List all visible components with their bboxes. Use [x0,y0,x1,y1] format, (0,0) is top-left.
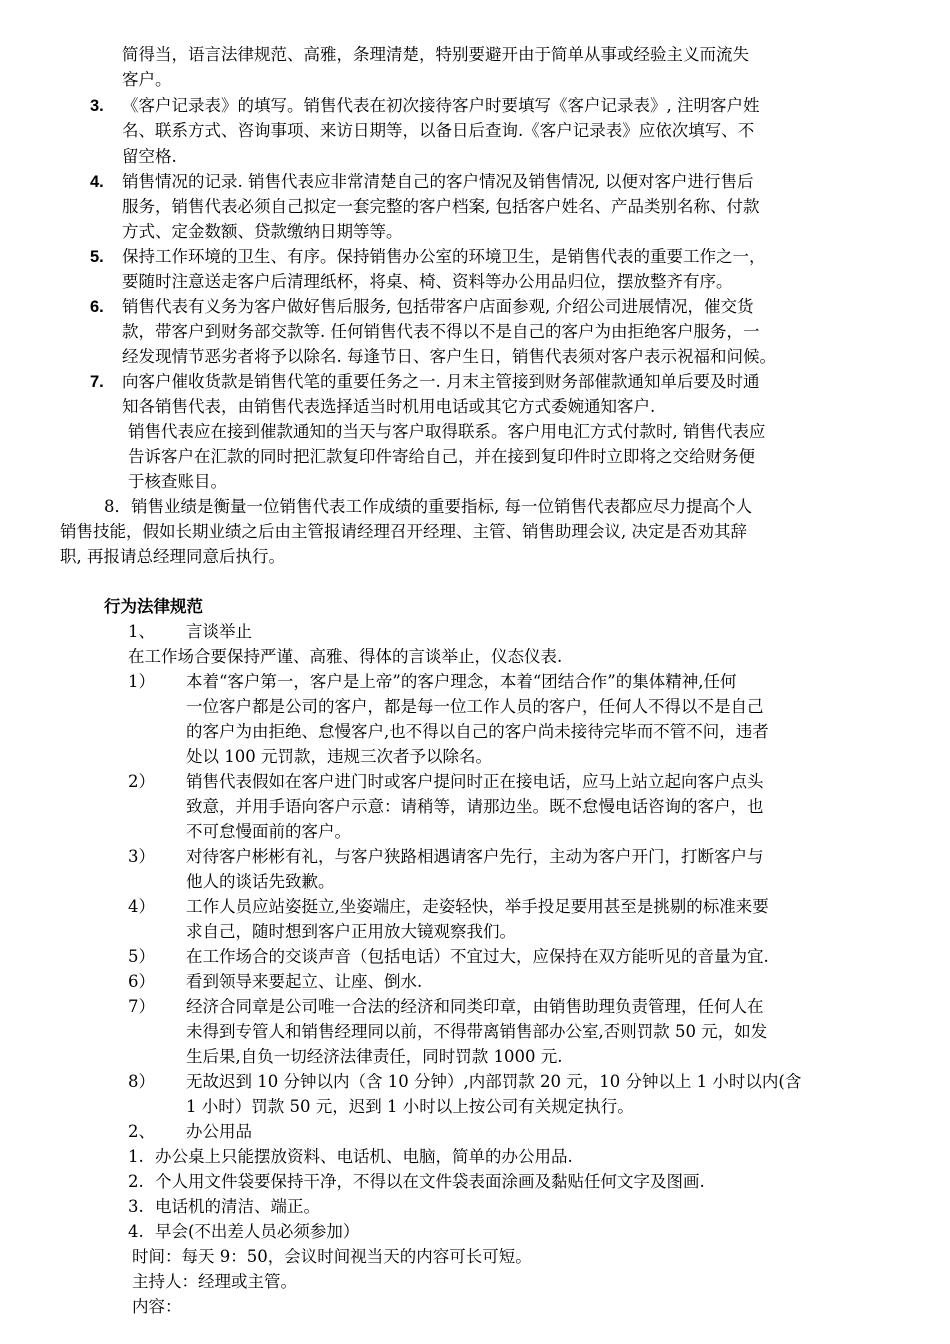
rule-line: 未得到专管人和销售经理同以前，不得带离销售部办公室,否则罚款 50 元，如发 [186,1022,768,1041]
rule-line: 无故迟到 10 分钟以内（含 10 分钟）,内部罚款 20 元，10 分钟以上 1 小时以内(含 [186,1072,802,1091]
list-number: 7. [90,373,104,391]
subsection-label: 言谈举止 [186,622,252,641]
office-item-number: 1. [128,1147,144,1166]
subsection-number: 2、 [128,1122,155,1141]
meeting-content: 内容： [132,1297,182,1316]
list-item-line: 款，带客户到财务部交款等. 任何销售代表不得以不是自己的客户为由拒绝客户服务，一 [122,322,760,341]
list-item-line: 方式、定金数额、贷款缴纳日期等等。 [122,222,403,241]
office-item-text: 办公桌上只能摆放资料、电话机、电脑，简单的办公用品. [155,1147,573,1166]
list-item-line: 留空格. [122,147,177,166]
rule-line: 他人的谈话先致歉。 [186,872,335,891]
meeting-host: 主持人：经理或主管。 [132,1272,297,1291]
rule-line: 工作人员应站姿挺立,坐姿端庄，走姿轻快，举手投足要用甚至是挑剔的标准来要 [186,897,769,916]
section-title: 行为法律规范 [104,597,203,616]
office-item-text: 电话机的清洁、端正。 [155,1197,320,1216]
rule-line: 销售代表假如在客户进门时或客户提问时正在接电话，应马上站立起向客户点头 [186,772,764,791]
paragraph-line: 销售代表应在接到催款通知的当天与客户取得联系。客户用电汇方式付款时, 销售代表应 [128,422,766,441]
office-item-number: 4. [128,1222,144,1241]
office-item-text: 早会(不出差人员必须参加） [155,1222,360,1241]
list-item-line: 知各销售代表，由销售代表选择适当时机用电话或其它方式委婉通知客户. [122,397,656,416]
paragraph-line: 8．销售业绩是衡量一位销售代表工作成绩的重要指标, 每一位销售代表都应尽力提高个人 [104,497,752,516]
list-item-line: 名、联系方式、咨询事项、来访日期等，以备日后查询.《客户记录表》应依次填写、不 [122,121,755,140]
rule-number: 1） [128,672,155,691]
rule-number: 2） [128,772,155,791]
rule-line: 经济合同章是公司唯一合法的经济和同类印章，由销售助理负责管理，任何人在 [186,997,764,1016]
rule-line: 一位客户都是公司的客户，都是每一位工作人员的客户，任何人不得以不是自己 [186,697,764,716]
paragraph-line: 销售技能，假如长期业绩之后由主管报请经理召开经理、主管、销售助理会议, 决定是否劝其辞 [60,522,747,541]
rule-line: 不可怠慢面前的客户。 [186,822,351,841]
rule-number: 8） [128,1072,155,1091]
office-item-text: 个人用文件袋要保持干净，不得以在文件袋表面涂画及黏贴任何文字及图画. [155,1172,705,1191]
rule-number: 3） [128,847,155,866]
list-item-line: 《客户记录表》的填写。销售代表在初次接待客户时要填写《客户记录表》, 注明客户姓 [122,96,760,115]
rule-number: 7） [128,997,155,1016]
paragraph-line: 客户。 [122,70,172,89]
list-item-line: 要随时注意送走客户后清理纸杯，将桌、椅、资料等办公用品归位，摆放整齐有序。 [122,272,733,291]
rule-number: 4） [128,897,155,916]
paragraph-line: 告诉客户在汇款的同时把汇款复印件寄给自己，并在接到复印件时立即将之交给财务便 [128,447,755,466]
list-number: 6. [90,298,104,316]
paragraph-line: 简得当，语言法律规范、高雅，条理清楚，特别要避开由于简单从事或经验主义而流失 [122,45,749,64]
list-item-line: 经发现情节恶劣者将予以除名. 每逢节日、客户生日，销售代表须对客户表示祝福和问候。 [122,347,776,366]
rule-number: 6） [128,972,155,991]
list-item-line: 服务，销售代表必须自己拟定一套完整的客户档案, 包括客户姓名、产品类别名称、付款 [122,197,760,216]
list-item-line: 向客户催收货款是销售代笔的重要任务之一. 月末主管接到财务部催款通知单后要及时通 [122,372,760,391]
subsection-label: 办公用品 [186,1122,252,1141]
rule-line: 本着“客户第一，客户是上帝”的客户理念，本着“团结合作”的集体精神,任何 [186,672,737,691]
meeting-time: 时间：每天 9：50，会议时间视当天的内容可长可短。 [132,1247,532,1266]
rule-line: 看到领导来要起立、让座、倒水. [186,972,423,991]
office-item-number: 2. [128,1172,144,1191]
subsection-number: 1、 [128,622,155,641]
rule-line: 1 小时）罚款 50 元，迟到 1 小时以上按公司有关规定执行。 [186,1097,634,1116]
rule-number: 5） [128,947,155,966]
rule-line: 的客户为由拒绝、怠慢客户,也不得以自己的客户尚未接待完毕而不管不问，违者 [186,722,769,741]
paragraph-line: 在工作场合要保持严谨、高雅、得体的言谈举止，仪态仪表. [128,647,563,666]
rule-line: 求自己，随时想到客户正用放大镜观察我们。 [186,922,516,941]
rule-line: 致意，并用手语向客户示意：请稍等，请那边坐。既不怠慢电话咨询的客户，也 [186,797,764,816]
list-item-line: 销售代表有义务为客户做好售后服务, 包括带客户店面参观, 介绍公司进展情况，催交货 [122,297,754,316]
rule-line: 生后果,自负一切经济法律责任，同时罚款 1000 元. [186,1047,563,1066]
paragraph-line: 于核查账目。 [128,472,227,491]
list-item-line: 销售情况的记录. 销售代表应非常清楚自己的客户情况及销售情况, 以便对客户进行售后 [122,172,754,191]
list-number: 4. [90,173,104,191]
rule-line: 在工作场合的交谈声音（包括电话）不宜过大，应保持在双方能听见的音量为宜. [186,947,769,966]
rule-line: 对待客户彬彬有礼，与客户狭路相遇请客户先行，主动为客户开门，打断客户与 [186,847,764,866]
rule-line: 处以 100 元罚款，违规三次者予以除名。 [186,747,492,766]
paragraph-line: 职, 再报请总经理同意后执行。 [60,547,285,566]
list-number: 3. [90,97,104,115]
office-item-number: 3. [128,1197,144,1216]
list-number: 5. [90,248,104,266]
list-item-line: 保持工作环境的卫生、有序。保持销售办公室的环境卫生，是销售代表的重要工作之一， [122,247,766,266]
